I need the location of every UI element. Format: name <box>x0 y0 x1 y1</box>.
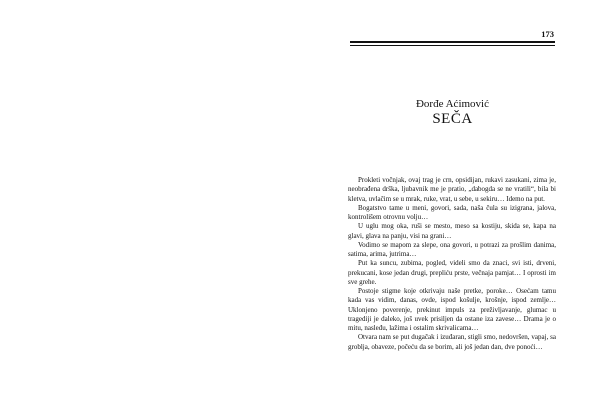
paragraph: Postoje stigme koje otkrivaju naše pretke, poroke… Osećam tamu kada vas vidim, danas, ovde, ispod košulje, krošnje, ispod zemlje… Uklonjeno poverenje, prekinut impuls za preživljavanje, glumac u tragediji je daleko, još uvek prisiljen da ostane iza zavese… Drama je o mitu, nasleđu, lažima i ostalim skrivalicama… <box>348 287 556 332</box>
page-number: 173 <box>541 29 554 39</box>
paragraph: U uglu mog oka, ruši se mesto, meso sa kostiju, skida se, kapa na glavi, glava na panju, visi na grani… <box>348 222 556 240</box>
poem-title: SEČA <box>432 111 473 127</box>
body-text <box>348 176 556 352</box>
paragraph: Prokleti vočnjak, ovaj trag je crn, opsidijan, rukavi zasukani, zima je, neobrađena drška, ljubavnik me je pratio, „dabogda se ne vratili“, bila bi kletva, uvlačim se u mrak, ruke, vrat, u sebe, u sekiru… Idemo na put. <box>348 176 556 203</box>
right-page <box>300 0 600 419</box>
paragraph: Bogatstvo tame u meni, govori, sada, naša čula su izigrana, jalova, kontrolišem otrovnu volju… <box>348 203 556 221</box>
paragraph: Otvara nam se put dugačak i izuđaran, stigli smo, nedovršen, vapaj, sa groblja, obaveze, počeću da se borim, ali još jedan dan, dve ponoći… <box>348 333 556 351</box>
paragraph: Put ka suncu, zubima, pogled, videli smo da znaci, svi isti, drveni, prekucani, kose jedan drugi, prepliću prste, večnaja pamjat… I oprosti im sve grehe. <box>348 259 556 286</box>
author-name: Đorđe Aćimović <box>415 98 489 110</box>
paragraph: Vodimo se mapom za slepe, ona govori, u potrazi za prošlim danima, satima, arima, jutrima… <box>348 240 556 258</box>
header-rule-thin <box>350 45 555 46</box>
header-rule-thick <box>350 41 555 43</box>
